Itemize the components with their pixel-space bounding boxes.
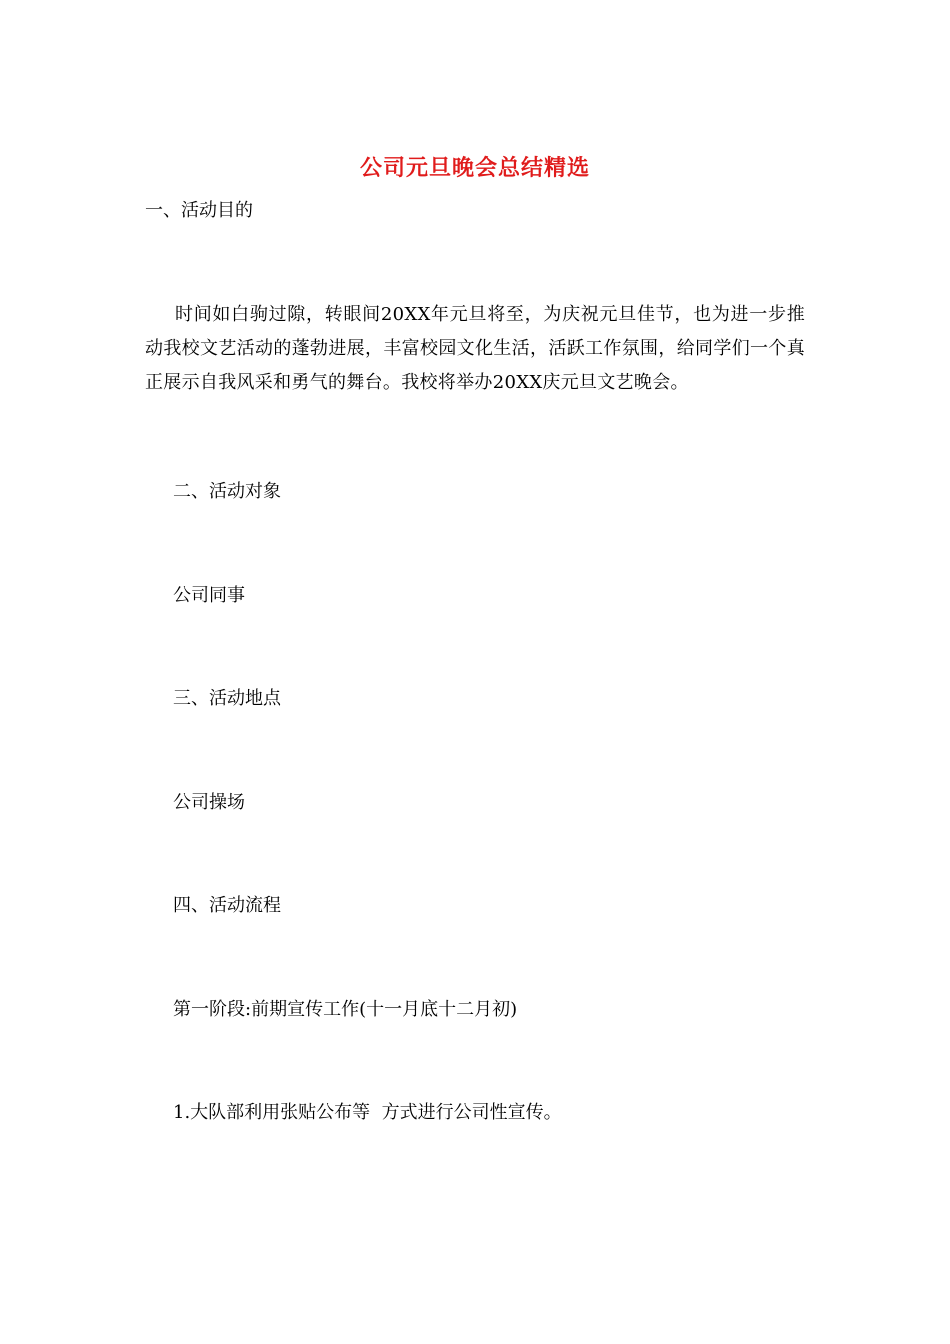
stage1-heading: 第一阶段:前期宣传工作(十一月底十二月初): [173, 999, 518, 1020]
section4-heading: 四、活动流程: [173, 895, 281, 916]
section2-heading: 二、活动对象: [173, 481, 281, 502]
document-title: 公司元旦晚会总结精选: [359, 155, 590, 181]
section1-heading: 一、活动目的: [145, 200, 253, 221]
list-item: 1.大队部利用张贴公布等 方式进行公司性宣传。: [173, 1102, 562, 1123]
section2-text: 公司同事: [173, 585, 245, 606]
section3-text: 公司操场: [173, 792, 245, 813]
section3-heading: 三、活动地点: [173, 688, 281, 709]
section1-paragraph: 时间如白驹过隙，转眼间20XX年元旦将至，为庆祝元旦佳节，也为进一步推动我校文艺活动的蓬勃进展，丰富校园文化生活，活跃工作氛围，给同学们一个真正展示自我风采和勇气的舞台。我校将举办20XX庆元旦文艺晚会。: [145, 304, 805, 393]
